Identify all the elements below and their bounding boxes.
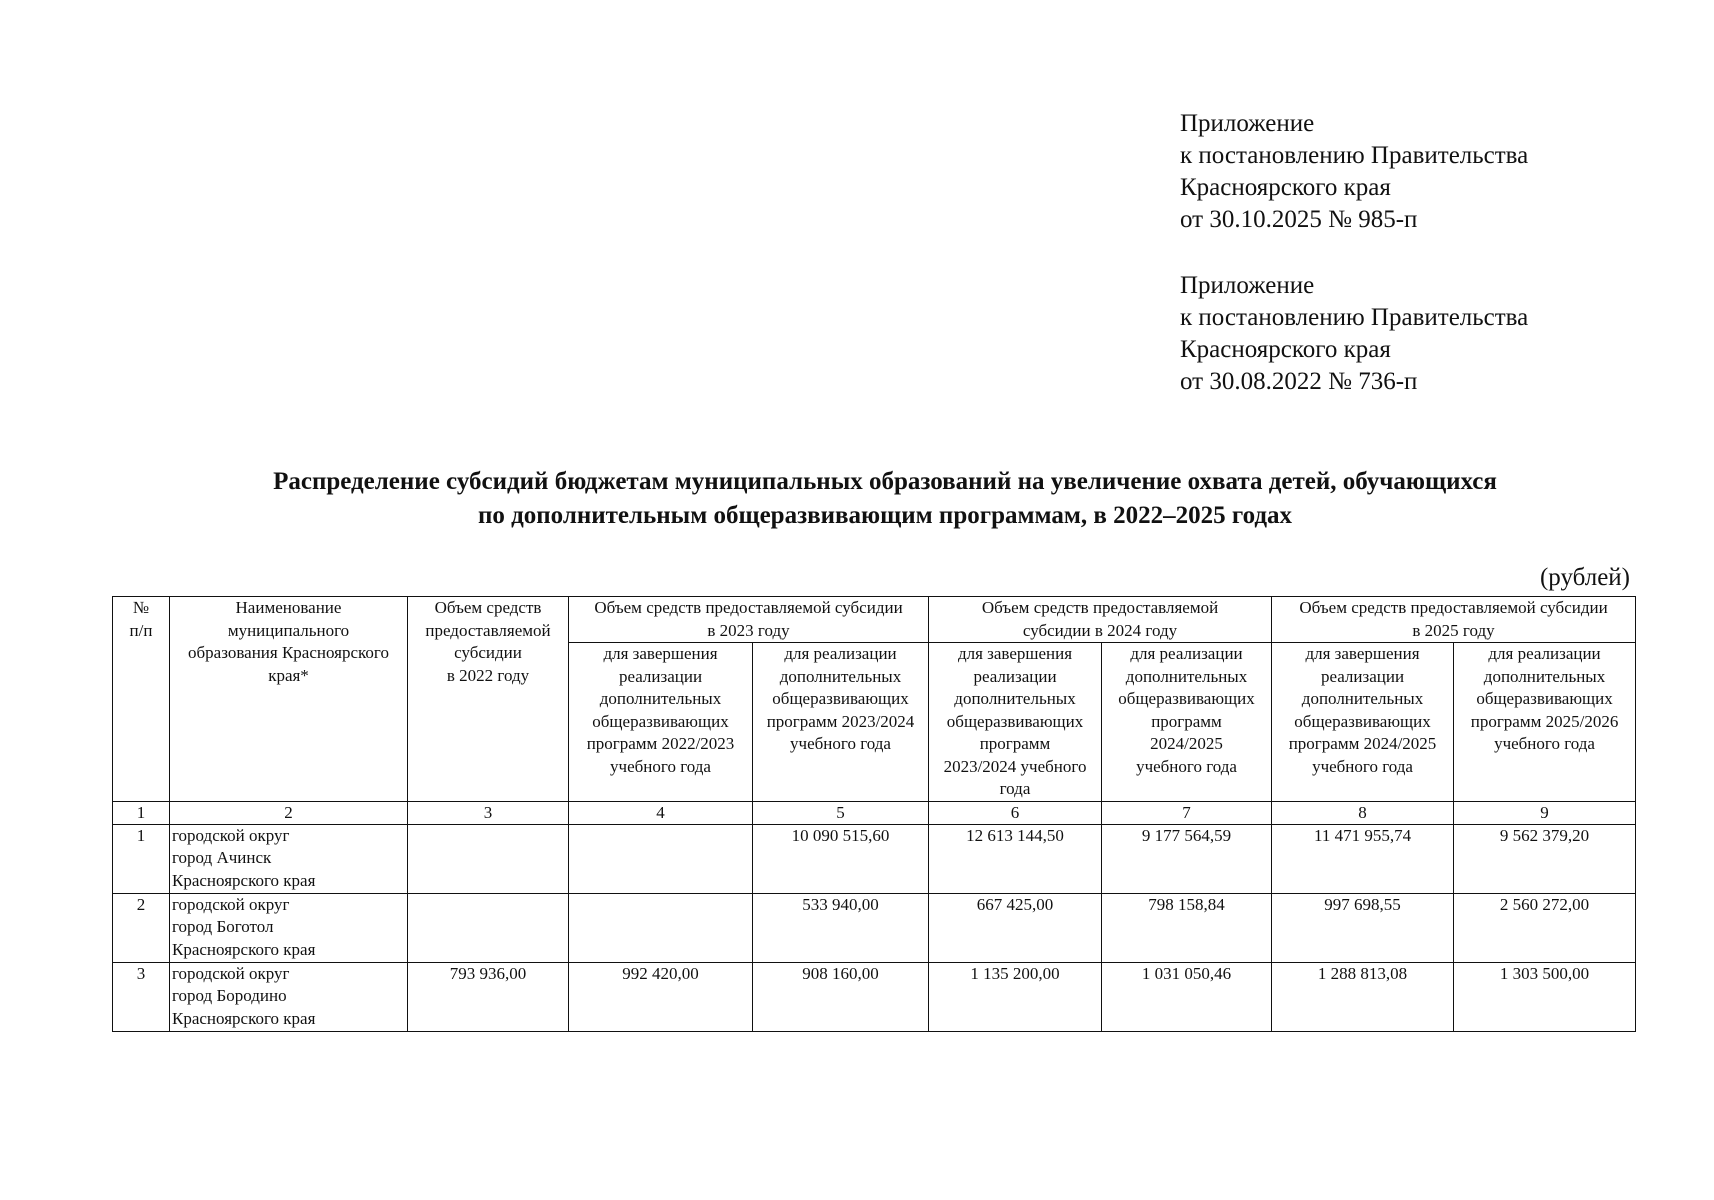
column-number-row [113,801,1636,824]
value-cell-2023-completion [569,893,753,962]
column-number-cell: 6 [929,801,1102,824]
value-cell-2025-implementation: 1 303 500,00 [1454,962,1636,1031]
value-cell-2024-implementation: 9 177 564,59 [1102,824,1272,893]
column-number-cell: 5 [753,801,929,824]
appendix-line: Приложение [1180,110,1315,137]
subheader-col-9: для реализации дополнительных общеразвивающих программ 2025/2026 учебного года [1454,643,1636,802]
appendix-current-block [1180,108,1528,236]
value-cell-2023-implementation: 10 090 515,60 [753,824,929,893]
appendix-date-line: от 30.10.2025 № 985-п [1180,206,1418,233]
header-municipality-name: Наименование муниципального образования Красноярского края* [170,597,408,802]
subsidy-distribution-table [112,596,1636,1032]
value-cell-2023-completion [569,824,753,893]
appendix-line: к постановлению Правительства [1180,142,1529,169]
document-title [120,465,1650,533]
appendix-line: Красноярского края [1180,174,1391,201]
header-index: № п/п [113,597,170,802]
subheader-col-8: для завершения реализации дополнительных общеразвивающих программ 2024/2025 учебного года [1272,643,1454,802]
value-cell-2024-completion: 667 425,00 [929,893,1102,962]
subheader-col-4: для завершения реализации дополнительных общеразвивающих программ 2022/2023 учебного года [569,643,753,802]
appendix-date-line: от 30.08.2022 № 736-п [1180,368,1418,395]
column-number-cell: 3 [408,801,569,824]
currency-unit-label: (рублей) [1539,564,1630,591]
value-cell-2025-completion: 1 288 813,08 [1272,962,1454,1031]
appendix-line: к постановлению Правительства [1180,304,1529,331]
header-group-2025: Объем средств предоставляемой субсидии в 2025 году [1272,597,1636,643]
column-number-cell: 1 [113,801,170,824]
table-row [113,893,1636,962]
subheader-col-7: для реализации дополнительных общеразвивающих программ 2024/2025 учебного года [1102,643,1272,802]
row-index-cell: 3 [113,962,170,1031]
value-cell-2022 [408,893,569,962]
value-cell-2023-implementation: 533 940,00 [753,893,929,962]
column-number-cell: 9 [1454,801,1636,824]
value-cell-2023-implementation: 908 160,00 [753,962,929,1031]
table-row [113,824,1636,893]
value-cell-2022 [408,824,569,893]
row-index-cell: 2 [113,893,170,962]
value-cell-2024-implementation: 798 158,84 [1102,893,1272,962]
header-volume-2022: Объем средств предоставляемой субсидии в 2022 году [408,597,569,802]
column-number-cell: 7 [1102,801,1272,824]
header-group-2024: Объем средств предоставляемой субсидии в 2024 году [929,597,1272,643]
municipality-name-cell: городской округ город Ачинск Красноярского края [170,824,408,893]
header-group-2023: Объем средств предоставляемой субсидии в 2023 году [569,597,929,643]
value-cell-2024-completion: 12 613 144,50 [929,824,1102,893]
column-number-cell: 8 [1272,801,1454,824]
column-number-cell: 2 [170,801,408,824]
row-index-cell: 1 [113,824,170,893]
value-cell-2024-completion: 1 135 200,00 [929,962,1102,1031]
municipality-name-cell: городской округ город Бородино Красноярского края [170,962,408,1031]
value-cell-2025-completion: 11 471 955,74 [1272,824,1454,893]
value-cell-2025-implementation: 2 560 272,00 [1454,893,1636,962]
value-cell-2022: 793 936,00 [408,962,569,1031]
table-header-row [113,597,1636,643]
table-header [113,597,1636,802]
column-number-cell: 4 [569,801,753,824]
municipality-name-cell: городской округ город Боготол Красноярского края [170,893,408,962]
document-title-line-1: Распределение субсидий бюджетам муниципальных образований на увеличение охвата детей, обучающихся [273,468,1497,495]
appendix-original-block [1180,270,1528,398]
value-cell-2025-completion: 997 698,55 [1272,893,1454,962]
table-row [113,962,1636,1031]
value-cell-2025-implementation: 9 562 379,20 [1454,824,1636,893]
table-body [113,801,1636,1031]
value-cell-2023-completion: 992 420,00 [569,962,753,1031]
appendix-line: Приложение [1180,272,1315,299]
subheader-col-6: для завершения реализации дополнительных общеразвивающих программ 2023/2024 учебного года [929,643,1102,802]
subheader-col-5: для реализации дополнительных общеразвивающих программ 2023/2024 учебного года [753,643,929,802]
appendix-line: Красноярского края [1180,336,1391,363]
value-cell-2024-implementation: 1 031 050,46 [1102,962,1272,1031]
document-title-line-2: по дополнительным общеразвивающим программам, в 2022–2025 годах [477,502,1293,529]
